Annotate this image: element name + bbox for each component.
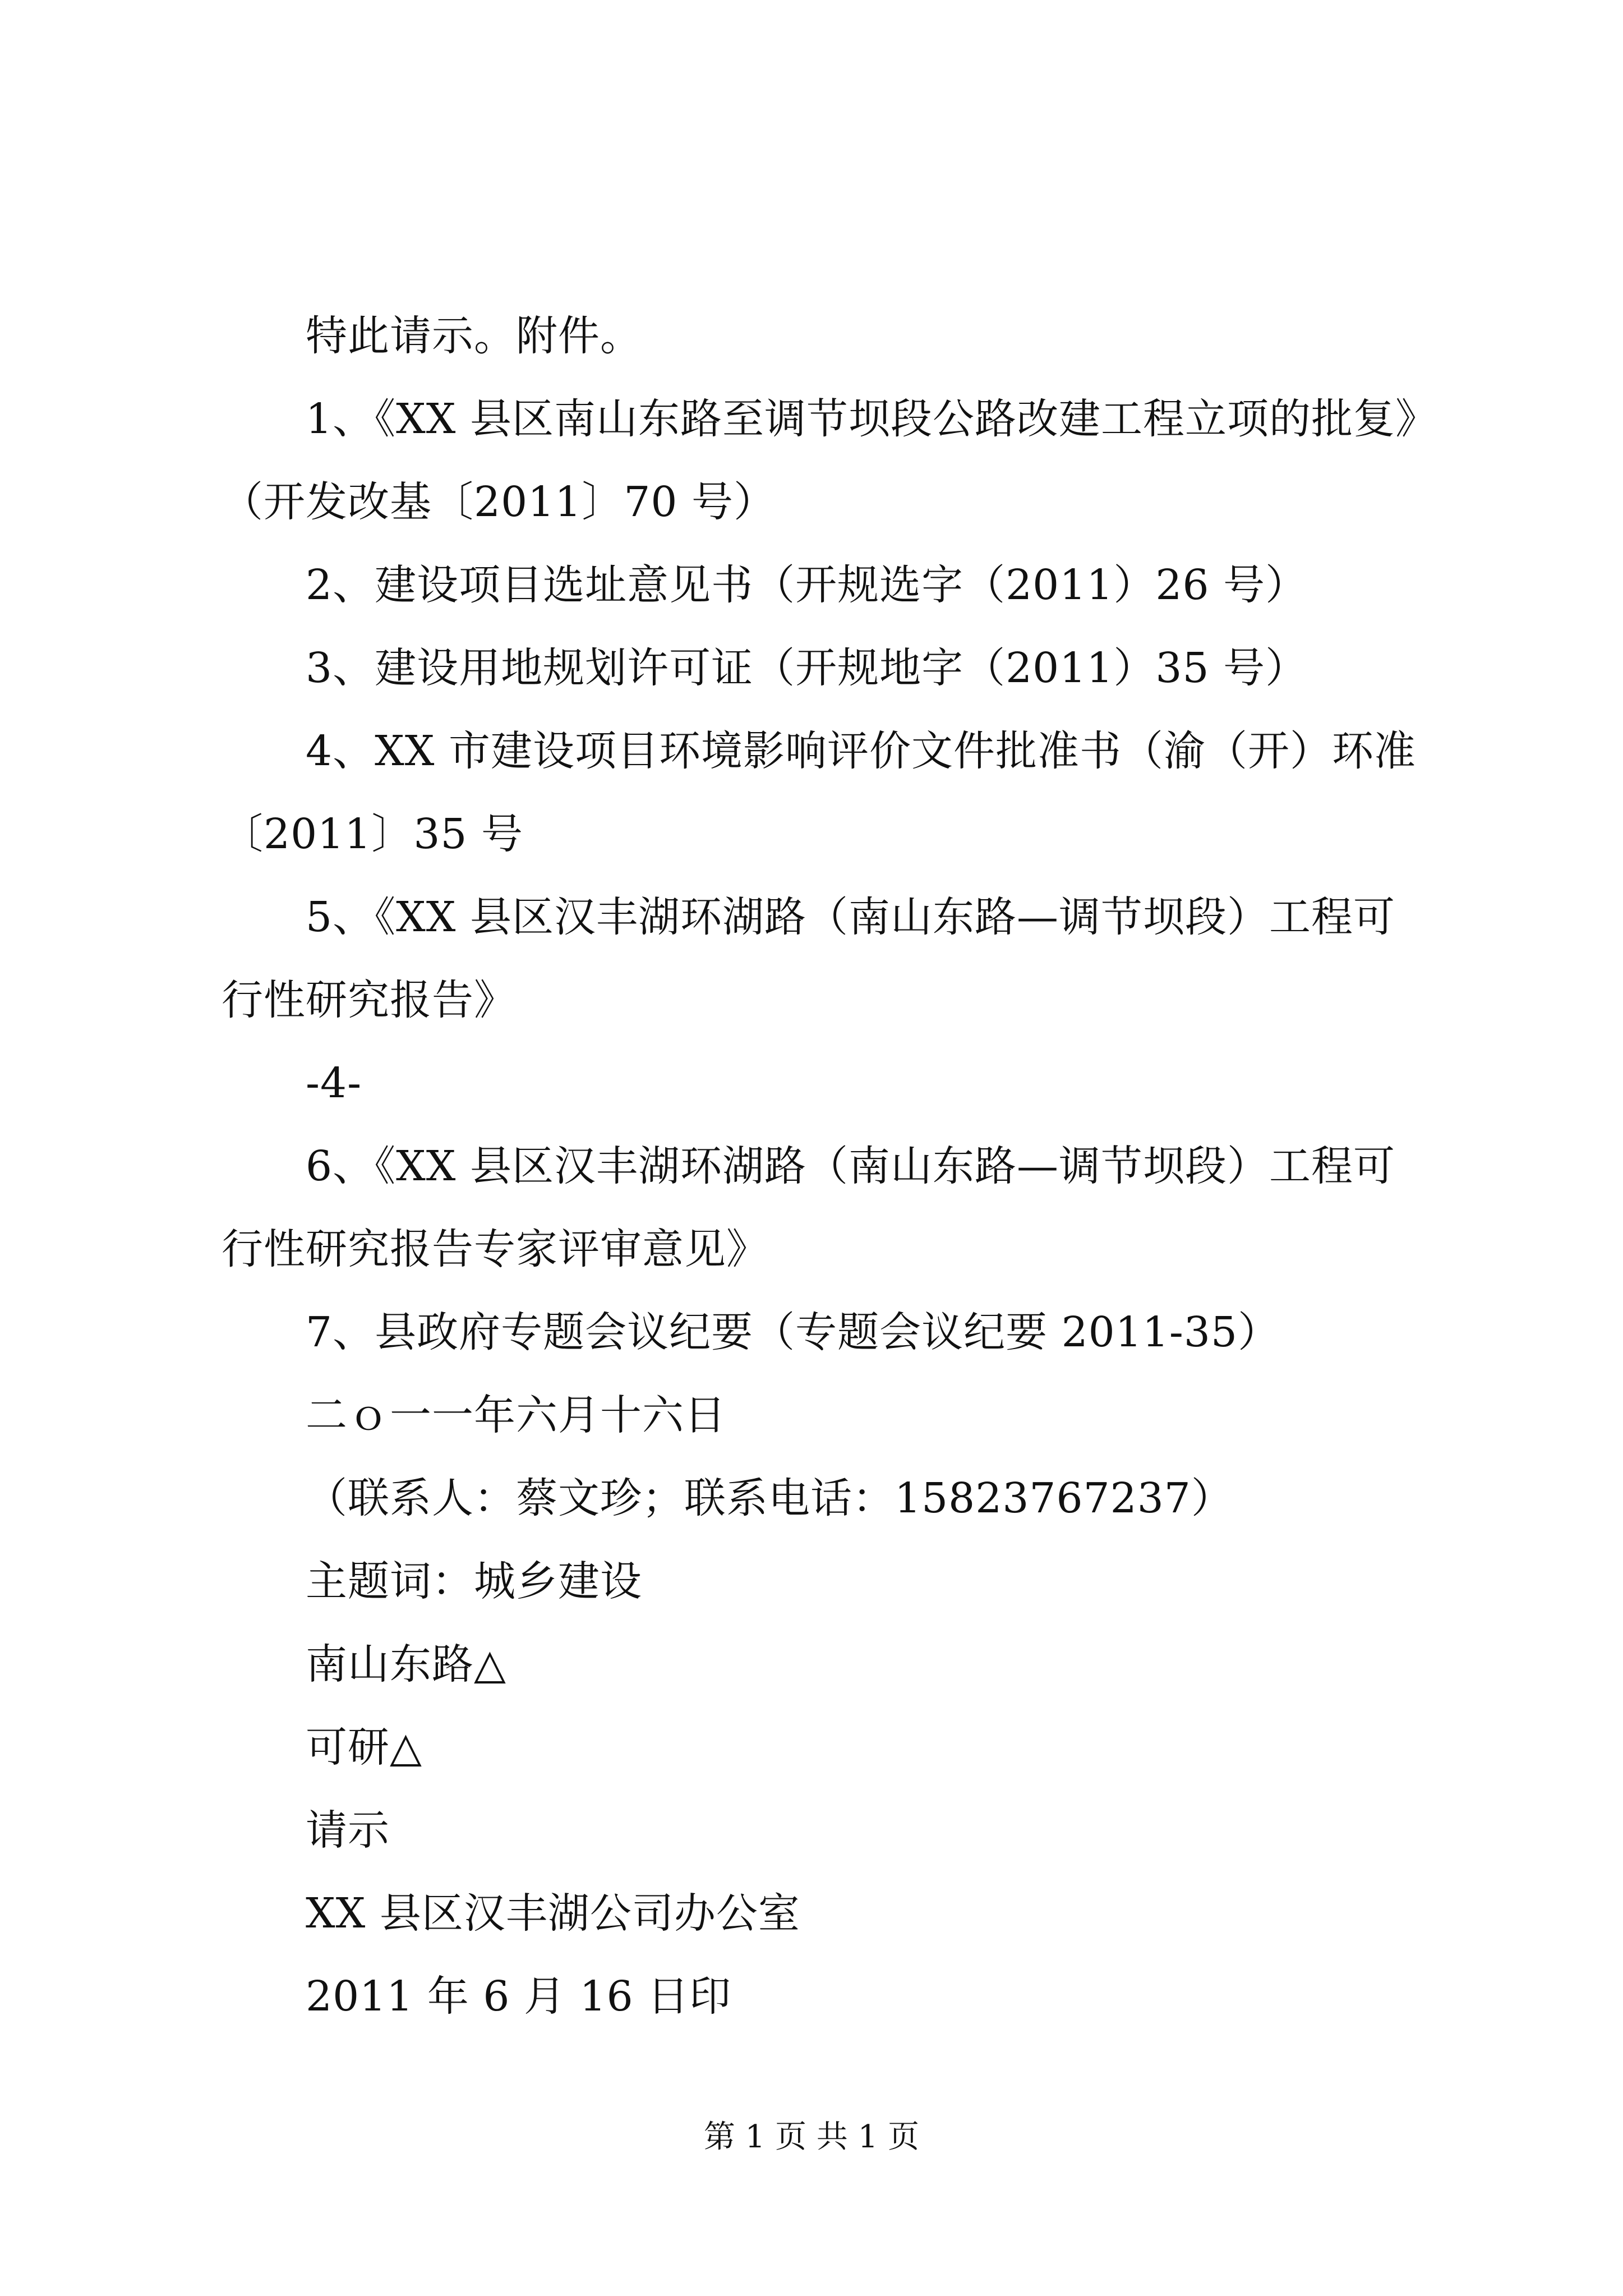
text-line: （开发改基〔2011〕70 号） bbox=[222, 478, 776, 526]
print-date-line: 2011 年 6 月 16 日印 bbox=[306, 1972, 732, 2021]
text-line: 1、《XX 县区南山东路至调节坝段公路改建工程立项的批复》 bbox=[306, 395, 1437, 443]
text-line: 4、XX 市建设项目环境影响评价文件批准书（渝（开）环准 bbox=[306, 727, 1416, 775]
page-marker: -4- bbox=[306, 1059, 362, 1107]
keyword-item: 南山东路△ bbox=[306, 1640, 506, 1688]
text-line: 5、《XX 县区汉丰湖环湖路（南山东路—调节坝段）工程可 bbox=[306, 893, 1395, 941]
keywords-line: 主题词：城乡建设 bbox=[306, 1557, 642, 1605]
text-line: 7、县政府专题会议纪要（专题会议纪要 2011-35） bbox=[306, 1308, 1280, 1356]
keyword-item: 请示 bbox=[306, 1806, 390, 1855]
text-line: 2、建设项目选址意见书（开规选字（2011）26 号） bbox=[306, 561, 1308, 609]
issuer-line: XX 县区汉丰湖公司办公室 bbox=[306, 1889, 800, 1938]
keyword-item: 可研△ bbox=[306, 1723, 422, 1772]
contact-line: （联系人：蔡文珍；联系电话：15823767237） bbox=[306, 1474, 1233, 1522]
text-line: 特此请示。附件。 bbox=[306, 312, 642, 360]
text-line: 行性研究报告专家评审意见》 bbox=[222, 1225, 768, 1273]
text-line: 3、建设用地规划许可证（开规地字（2011）35 号） bbox=[306, 644, 1308, 692]
text-line: 6、《XX 县区汉丰湖环湖路（南山东路—调节坝段）工程可 bbox=[306, 1142, 1395, 1190]
date-line: 二ｏ一一年六月十六日 bbox=[306, 1391, 726, 1439]
page-footer: 第 1 页 共 1 页 bbox=[703, 2119, 920, 2155]
text-line: 行性研究报告》 bbox=[222, 976, 516, 1024]
text-line: 〔2011〕35 号 bbox=[222, 810, 524, 858]
document-body bbox=[222, 295, 1489, 2038]
